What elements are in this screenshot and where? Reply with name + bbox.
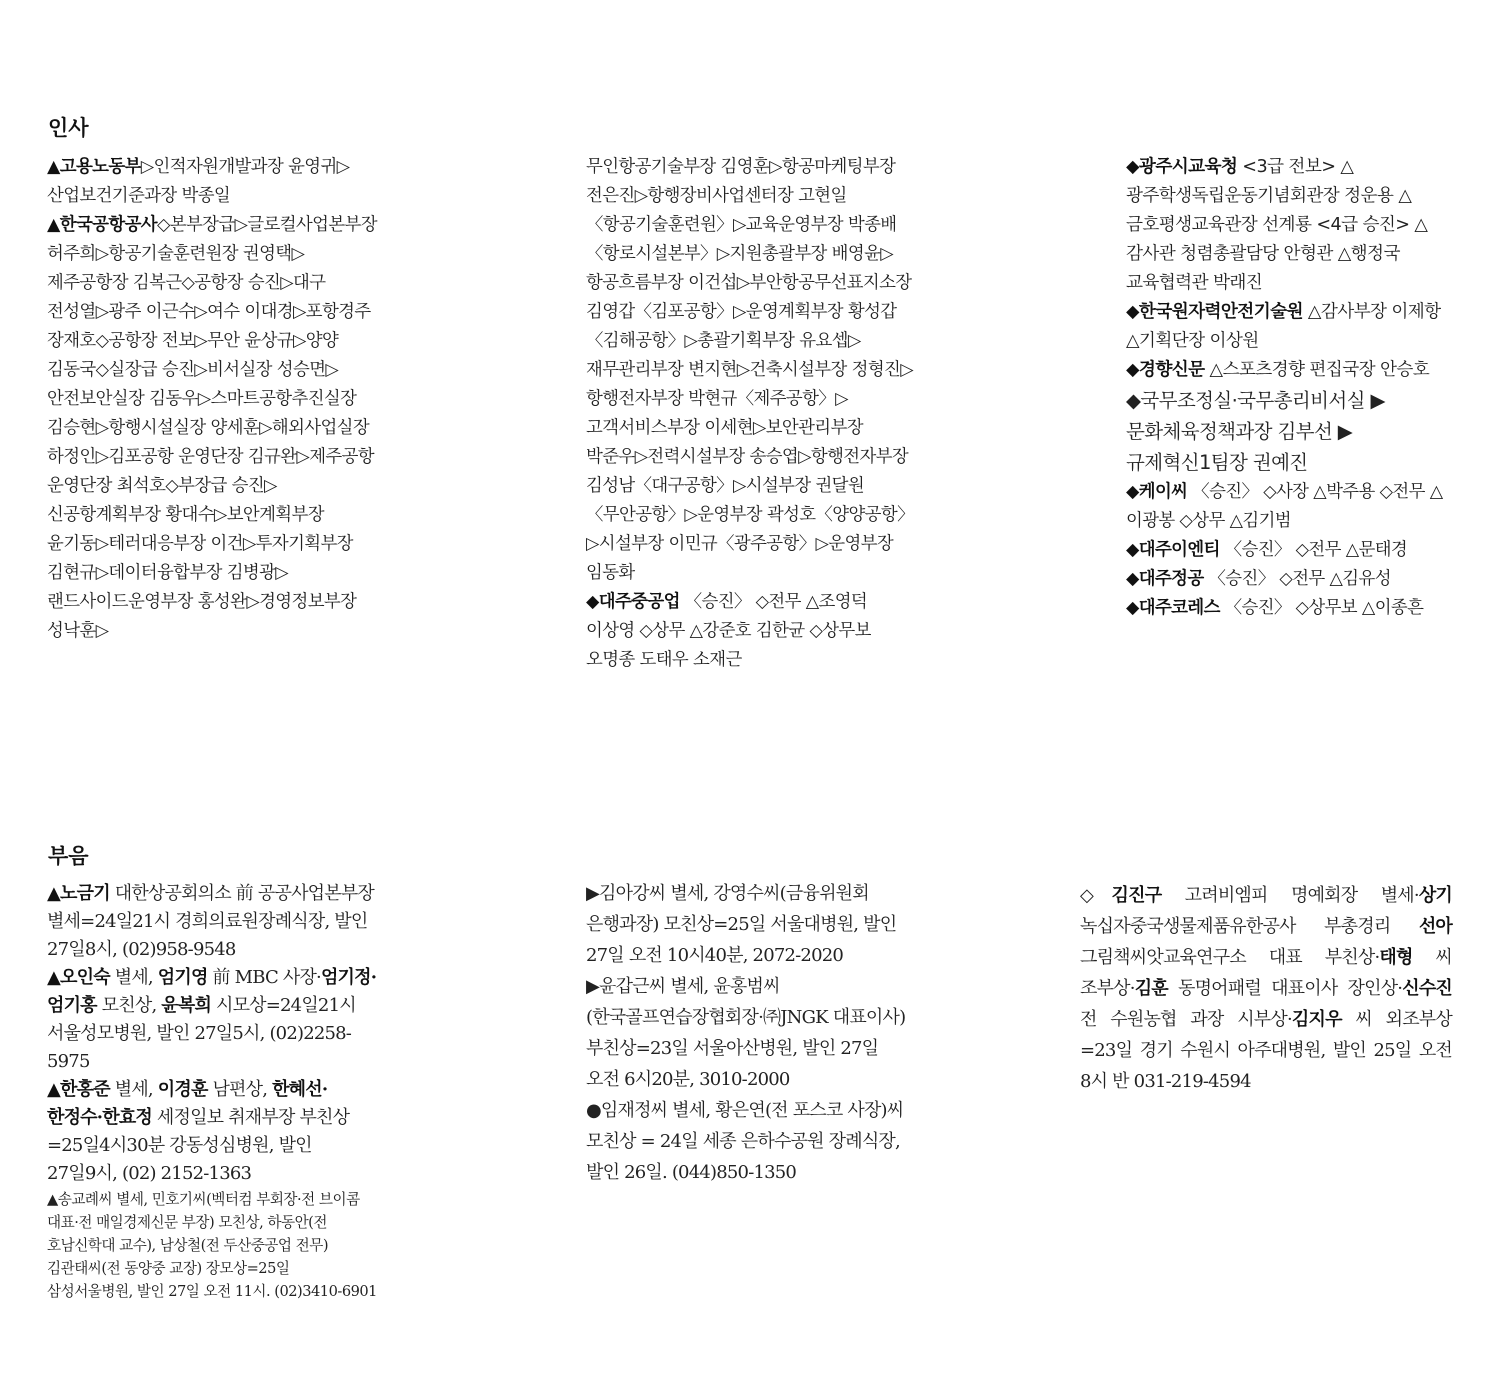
obituary-text: 前 MBC 사장· [207, 967, 321, 988]
organization-name: ◆대주이엔티 [1126, 540, 1220, 560]
announcement-item [1126, 356, 1458, 385]
organization-name: ▲고용노동부 [47, 157, 141, 177]
obituary-text: ●임재정씨 별세, 황은연(전 포스코 사장)씨 모친상 = 24일 세종 은하수공원 장례식장, 발인 26일. (044)850-1350 [586, 1100, 904, 1183]
organization-name: ◆대주중공업 [586, 592, 680, 612]
obituary-item [586, 878, 916, 971]
announcement-item [1126, 536, 1458, 565]
obituary-item [47, 1076, 377, 1188]
obituary-text: 씨 조부상· [1080, 947, 1452, 999]
obituary-item [47, 964, 377, 1076]
announcement-text: △스포츠경향 편집국장 안승호 [1204, 360, 1430, 380]
obituary-text: 남편상, [207, 1079, 273, 1100]
obituary-text: 세정일보 취재부장 부친상=25일4시30분 강동성심병원, 발인 27일9시, (02) 2152-1363 [47, 1107, 350, 1184]
announcement-item [586, 588, 916, 675]
obituary-text: ▶윤갑근씨 별세, 윤홍범씨(한국골프연습장협회장·㈜JNGK 대표이사) 부친상=23일 서울아산병원, 발인 27일 오전 6시20분, 3010-2000 [586, 976, 906, 1090]
obituary-text: 동명어패럴 대표이사 장인상· [1167, 978, 1403, 999]
obituary-item [47, 1188, 377, 1303]
announcement-item [1126, 298, 1458, 356]
obituary-text: 그림책씨앗교육연구소 대표 부친상· [1080, 947, 1380, 968]
announcement-text: <3급 전보> △광주학생독립운동기념회관장 정운용 △금호평생교육관장 선계룡 <4급 승진> △감사관 청렴총괄담당 안형관 △행정국 교육협력관 박래진 [1126, 157, 1428, 293]
family-name: 신수진 [1402, 978, 1452, 999]
announcement-text: ◇본부장급▷글로컬사업본부장 허주희▷항공기술훈련원장 권영택▷제주공항장 김복근◇공항장 승진▷대구 전성열▷광주 이근수▷여수 이대경▷포항경주 장재호◇공항장 전보▷무안 윤상규▷양양 김동국◇실장급 승진▷비서실장 성승면▷안전보안실장 김동우▷스마트공항추진실장 김승현▷항행시설실장 양세훈▷해외사업실장 하정인▷김포공항 운영단장 김규완▷제주공항 운영단장 최석호◇부장급 승진▷신공항계획부장 황대수▷보안계획부장 윤기동▷테러대응부장 이건▷투자기획부장 김현규▷데이터융합부장 김병광▷랜드사이드운영부장 홍성완▷경영정보부장 성낙훈▷ [47, 215, 377, 641]
deceased-name: 김진구 [1111, 885, 1162, 906]
section-heading-insa: 인사 [48, 116, 89, 140]
family-name: 태형 [1379, 947, 1413, 968]
organization-name: ◆대주코레스 [1126, 598, 1220, 618]
family-name: 김지우 [1291, 1009, 1342, 1030]
obituary-text: 씨 외조부상=23일 경기 수원시 아주대병원, 발인 25일 오전 8시 반 031-219-4594 [1080, 1009, 1452, 1092]
obituary-text: 별세, [109, 967, 158, 988]
family-name: 김훈 [1134, 978, 1168, 999]
announcement-item [1126, 385, 1458, 478]
organization-name: ◆광주시교육청 [1126, 157, 1238, 177]
obituary-item [1080, 880, 1452, 1097]
obituary-item [586, 971, 916, 1095]
announcement-text: 〈승진〉 ◇사장 △박주용 ◇전무 △이광봉 ◇상무 △김기범 [1126, 482, 1443, 531]
obituary-text: 별세, [109, 1079, 158, 1100]
obituary-item [586, 1095, 916, 1188]
section-heading-bueum: 부음 [48, 844, 89, 868]
family-name: 한혜선·한정수·한효정 [47, 1079, 328, 1128]
organization-name: ▲한국공항공사 [47, 215, 157, 235]
family-name: 이경훈 [157, 1079, 208, 1100]
obituary-text: ▲송교례씨 별세, 민호기씨(벡터컴 부회장·전 브이콤 대표·전 매일경제신문 부장) 모친상, 하동안(전 호남신학대 교수), 남상철(전 두산중공업 전무) 김관태씨(전 동양중 교장) 장모상=25일 삼성서울병원, 발인 27일 오전 11시. (02)3410-6901 [47, 1191, 377, 1300]
announcement-text: ▷인적자원개발과장 윤영귀▷산업보건기준과장 박종일 [47, 157, 350, 206]
deceased-name: ▲오인숙 [47, 967, 110, 988]
bueum-column-3 [1080, 880, 1452, 1097]
obituary-text: 시모상=24일21시 서울성모병원, 발인 27일5시, (02)2258-5975 [47, 995, 356, 1072]
deceased-name: ▲한홍준 [47, 1079, 110, 1100]
family-name: 엄기정·엄기홍 [47, 967, 377, 1016]
announcement-text: 〈승진〉 ◇전무 △문태경 [1219, 540, 1408, 560]
family-name: 상기 [1418, 885, 1453, 906]
organization-name: ◆대주정공 [1126, 569, 1204, 589]
insa-column-2 [586, 153, 916, 675]
announcement-text: 〈승진〉 ◇전무 △조영덕 이상영 ◇상무 △강준호 김한균 ◇상무보 오명종 도태우 소재근 [586, 592, 871, 670]
insa-column-1 [47, 153, 377, 646]
announcement-item [1126, 478, 1458, 536]
announcement-text: 〈승진〉 ◇상무보 △이종흔 [1219, 598, 1424, 618]
announcement-item [1126, 594, 1458, 623]
announcement-text: 〈승진〉 ◇전무 △김유성 [1203, 569, 1391, 589]
announcement-text: ◆국무조정실·국무총리비서실 ▶문화체육정책과장 김부선 ▶규제혁신1팀장 권예진 [1126, 389, 1385, 474]
organization-name: ◆케이씨 [1126, 482, 1188, 502]
announcement-item [47, 153, 377, 211]
family-name: 선아 [1418, 916, 1452, 937]
announcement-item [586, 153, 916, 588]
bueum-column-1 [47, 880, 377, 1303]
obituary-text: 전 수원농협 과장 시부상· [1080, 1009, 1292, 1030]
organization-name: ◆한국원자력안전기술원 [1126, 302, 1303, 322]
announcement-item [1126, 153, 1458, 298]
announcement-text: 무인항공기술부장 김영훈▷항공마케팅부장 전은진▷항행장비사업센터장 고현일〈항공기술훈련원〉▷교육운영부장 박종배〈항로시설본부〉▷지원총괄부장 배영윤▷항공흐름부장 이건섭▷부안항공무선표지소장 김영갑〈김포공항〉▷운영계획부장 황성갑〈김해공항〉▷총괄기획부장 유요셉▷재무관리부장 변지현▷건축시설부장 정형진▷항행전자부장 박현규〈제주공항〉▷고객서비스부장 이세현▷보안관리부장 박준우▷전력시설부장 송승엽▷항행전자부장 김성남〈대구공항〉▷시설부장 권달원〈무안공항〉▷운영부장 곽성호〈양양공항〉▷시설부장 이민규〈광주공항〉▷운영부장 임동화 [586, 157, 914, 583]
announcement-text: △감사부장 이제항 △기획단장 이상원 [1126, 302, 1441, 351]
announcement-item [47, 211, 377, 646]
obituary-text: ▶김아강씨 별세, 강영수씨(금융위원회 은행과장) 모친상=25일 서울대병원, 발인 27일 오전 10시40분, 2072-2020 [586, 883, 897, 966]
deceased-name: ▲노금기 [47, 883, 110, 904]
obituary-text: 고려비엠피 명예회장 별세· [1161, 885, 1419, 906]
family-name: 엄기영 [157, 967, 208, 988]
organization-name: ◆경향신문 [1126, 360, 1205, 380]
bueum-column-2 [586, 878, 916, 1188]
insa-column-3 [1126, 153, 1458, 623]
announcement-item [1126, 565, 1458, 594]
obituary-text: 녹십자중국생물제품유한공사 부총경리 [1080, 916, 1419, 937]
obituary-text: ◇ [1080, 885, 1112, 906]
obituary-text: 모친상, [96, 995, 162, 1016]
obituary-item [47, 880, 377, 964]
family-name: 윤복희 [161, 995, 212, 1016]
obituary-text: 대한상공회의소 前 공공사업본부장 별세=24일21시 경희의료원장례식장, 발인 27일8시, (02)958-9548 [47, 883, 375, 960]
